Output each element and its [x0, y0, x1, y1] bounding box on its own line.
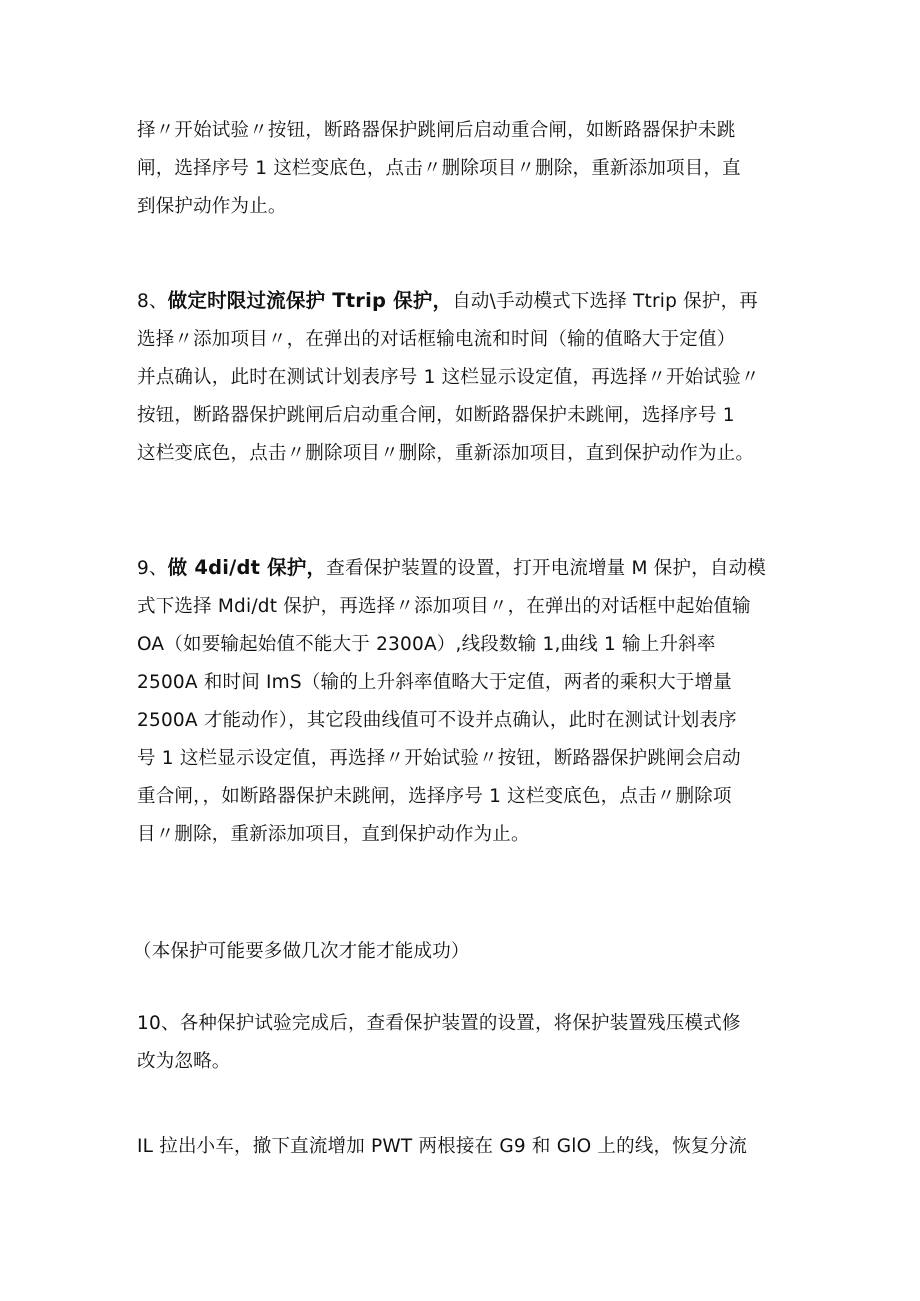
text-line: 号 1 这栏显示设定值，再选择〃开始试验〃按钮，断路器保护跳闸会启动 [137, 748, 741, 769]
item-10-paragraph [137, 1005, 792, 1081]
text-line: 改为忽略。 [137, 1051, 231, 1072]
item-9-first-line-text: 查看保护装置的设置，打开电流增量 M 保护，自动模 [326, 558, 766, 579]
text-line: 式下选择 Mdi/dt 保护，再选择〃添加项目〃，在弹出的对话框中起始值输 [137, 596, 751, 617]
item-11-paragraph [137, 1128, 792, 1166]
text-line: 目〃删除，重新添加项目，直到保护动作为止。 [137, 824, 530, 845]
item-8-first-line [137, 282, 792, 321]
text-line: 择〃开始试验〃按钮，断路器保护跳闸后启动重合闸，如断路器保护未跳 [137, 120, 736, 141]
item-8-first-line-text: 自动\手动模式下选择 Ttrip 保护，再 [452, 291, 758, 312]
text-line: OA（如要输起始值不能大于 2300A）,线段数输 1,曲线 1 输上升斜率 [137, 634, 716, 655]
text-line: 选择〃添加项目〃，在弹出的对话框输电流和时间（输的值略大于定值） [137, 329, 736, 350]
text-line: 按钮，断路器保护跳闸后启动重合闸，如断路器保护未跳闸，选择序号 1 [137, 405, 735, 426]
item-8-paragraph [137, 282, 792, 473]
note-paragraph [133, 933, 788, 971]
text-line: 到保护动作为止。 [137, 196, 287, 217]
text-line: 2500A 才能动作），其它段曲线值可不设并点确认，此时在测试计划表序 [137, 710, 737, 731]
text-line: 2500A 和时间 ImS（输的上升斜率值略大于定值，两者的乘积大于增量 [137, 672, 732, 693]
item-9-number: 9、 [137, 558, 168, 579]
item-8-number: 8、 [137, 291, 168, 312]
note-text: （本保护可能要多做几次才能才能成功） [133, 941, 470, 962]
text-line: 并点确认，此时在测试计划表序号 1 这栏显示设定值，再选择〃开始试验〃 [137, 367, 760, 388]
text-line: 闸，选择序号 1 这栏变底色，点击〃删除项目〃删除，重新添加项目，直 [137, 158, 741, 179]
text-line: IL 拉出小车，撤下直流增加 PWT 两根接在 G9 和 GlO 上的线，恢复分流 [137, 1136, 748, 1157]
item-9-first-line [137, 549, 792, 588]
item-9-heading: 做 4di/dt 保护， [167, 556, 327, 579]
text-line: 重合闸，，如断路器保护未跳闸，选择序号 1 这栏变底色，点击〃删除项 [137, 786, 732, 807]
item-8-heading: 做定时限过流保护 Ttrip 保护， [167, 289, 453, 312]
text-line: 这栏变底色，点击〃删除项目〃删除，重新添加项目，直到保护动作为止。 [137, 443, 755, 464]
item-9-paragraph [137, 549, 792, 854]
continuation-paragraph [137, 112, 792, 226]
text-line: 10、各种保护试验完成后，查看保护装置的设置，将保护装置残压模式修 [137, 1013, 741, 1034]
